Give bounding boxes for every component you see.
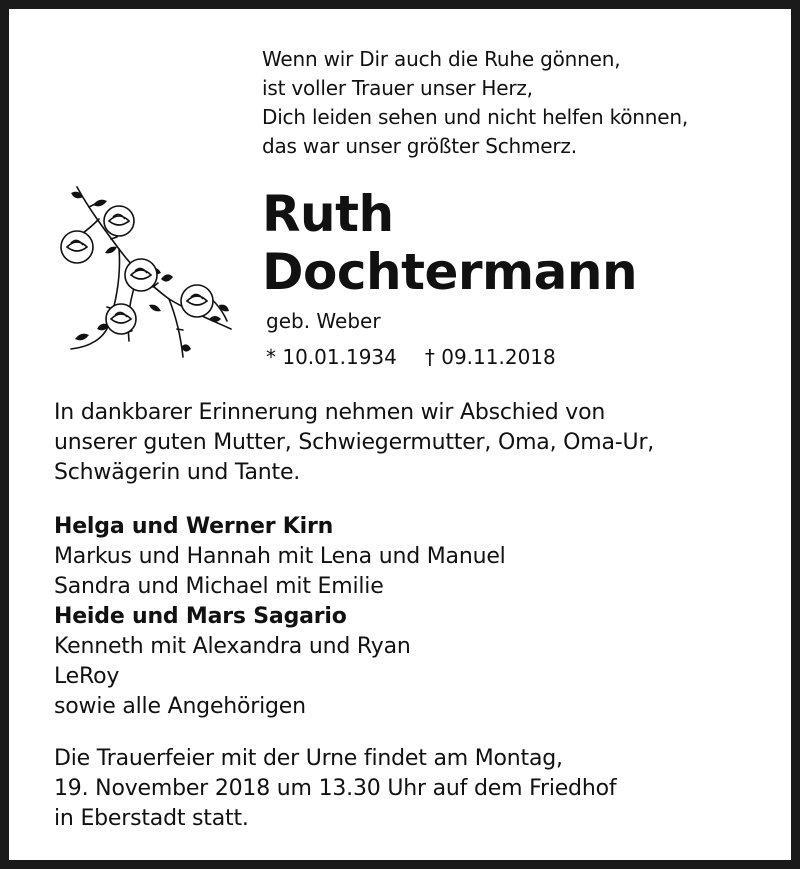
farewell-line: unserer guten Mutter, Schwiegermutter, Oma, Oma-Ur, (54, 430, 655, 455)
birth-name: geb. Weber (266, 309, 381, 333)
birth-date: * 10.01.1934 (266, 345, 397, 369)
mourner-line: Sandra und Michael mit Emilie (54, 574, 384, 599)
mourners-list (54, 512, 506, 722)
life-dates (266, 343, 556, 371)
mourner-line: sowie alle Angehörigen (54, 694, 306, 719)
poem-line: Wenn wir Dir auch die Ruhe gönnen, (262, 47, 621, 71)
ceremony-line: 19. November 2018 um 13.30 Uhr auf dem Friedhof (54, 776, 617, 801)
farewell-line: Schwägerin und Tante. (54, 460, 301, 485)
farewell-line: In dankbarer Erinnerung nehmen wir Abschied von (54, 400, 606, 425)
ceremony-info (54, 744, 616, 834)
farewell-text (54, 398, 654, 488)
mourner-line: Heide und Mars Sagario (54, 604, 347, 629)
roses-icon (49, 179, 239, 374)
memorial-poem (262, 45, 688, 161)
deceased-last-name: Dochtermann (262, 243, 638, 301)
poem-line: Dich leiden sehen und nicht helfen können, (262, 105, 688, 129)
ceremony-line: Die Trauerfeier mit der Urne findet am Montag, (54, 746, 563, 771)
mourner-line: Kenneth mit Alexandra und Ryan (54, 634, 411, 659)
death-date: † 09.11.2018 (424, 345, 556, 369)
mourner-line: LeRoy (54, 664, 120, 689)
ceremony-line: in Eberstadt statt. (54, 806, 249, 831)
mourner-line: Markus und Hannah mit Lena und Manuel (54, 544, 506, 569)
deceased-first-name: Ruth (262, 185, 394, 243)
poem-line: das war unser größter Schmerz. (262, 134, 577, 158)
mourner-line: Helga und Werner Kirn (54, 514, 334, 539)
poem-line: ist voller Trauer unser Herz, (262, 76, 533, 100)
